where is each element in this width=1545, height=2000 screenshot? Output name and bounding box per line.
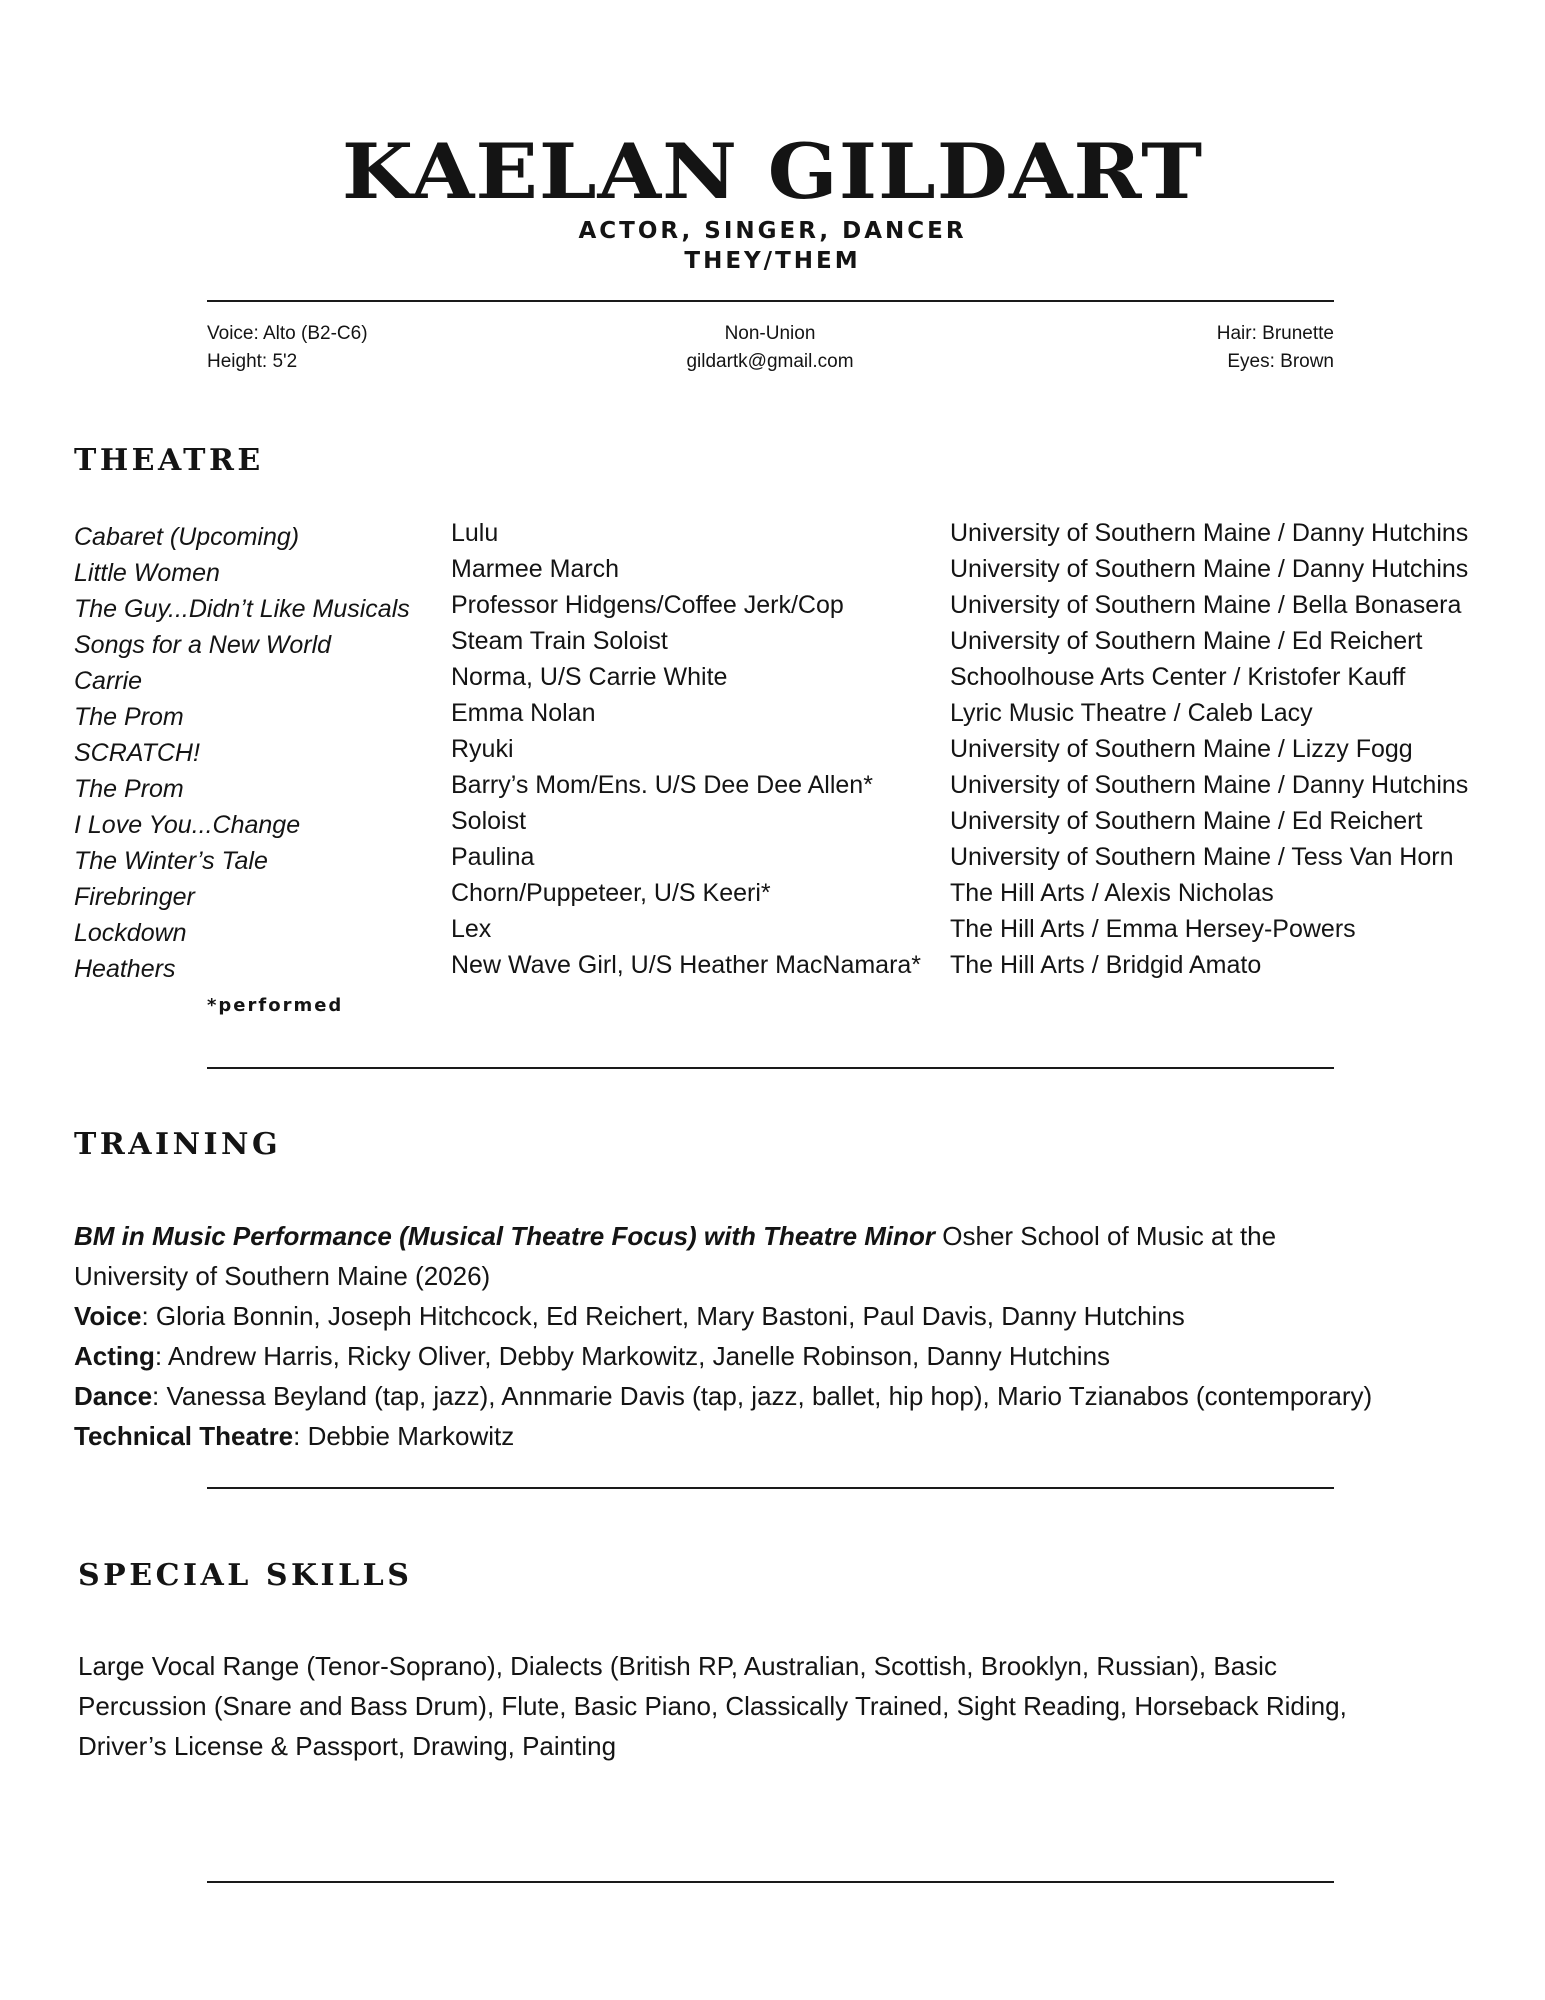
credit-role: Lulu — [451, 519, 499, 547]
header-divider — [207, 300, 1334, 302]
credit-venue: Lyric Music Theatre / Caleb Lacy — [950, 699, 1313, 727]
performer-name: KAELAN GILDART — [341, 127, 1204, 217]
credit-role: Soloist — [451, 807, 527, 835]
dance-label: Dance — [74, 1381, 153, 1411]
training-heading: TRAINING — [74, 1127, 282, 1162]
credit-show: Heathers — [74, 955, 176, 983]
theatre-divider — [207, 1067, 1334, 1069]
credit-show: The Prom — [74, 775, 184, 803]
credit-venue: The Hill Arts / Bridgid Amato — [950, 951, 1262, 979]
voice-teacher-list: : Gloria Bonnin, Joseph Hitchcock, Ed Reichert, Mary Bastoni, Paul Davis, Danny Hutchins — [141, 1301, 1185, 1331]
credit-venue: University of Southern Maine / Ed Reichert — [950, 627, 1423, 655]
union-status: Non-Union — [724, 323, 816, 344]
credit-venue: The Hill Arts / Alexis Nicholas — [950, 879, 1274, 907]
training-divider — [207, 1487, 1334, 1489]
email-address: gildartk@gmail.com — [686, 351, 854, 372]
credit-role: Steam Train Soloist — [451, 627, 668, 655]
eye-color: Eyes: Brown — [1227, 351, 1334, 372]
skills-heading: SPECIAL SKILLS — [78, 1558, 413, 1593]
credit-role: Lex — [451, 915, 492, 943]
credit-role: Norma, U/S Carrie White — [451, 663, 728, 691]
acting-label: Acting — [74, 1341, 155, 1371]
info-left — [207, 320, 368, 376]
dance-teacher-list: : Vanessa Beyland (tap, jazz), Annmarie Davis (tap, jazz, ballet, hip hop), Mario Tzianabos (contemporary) — [152, 1381, 1373, 1411]
skills-text: Large Vocal Range (Tenor-Soprano), Dialects (British RP, Australian, Scottish, Brooklyn, Russian), Basic Percussion (Snare and Bass Drum), Flute, Basic Piano, Classically Trained, Sight Reading, Horseback Riding, Driver’s License & Passport, Drawing, Painting — [78, 1651, 1347, 1761]
performer-pronouns: THEY/THEM — [684, 248, 861, 274]
credits-roles — [451, 515, 921, 983]
voice-range: Voice: Alto (B2-C6) — [207, 323, 368, 344]
credit-show: SCRATCH! — [74, 739, 200, 767]
acting-teacher-list: : Andrew Harris, Ricky Oliver, Debby Markowitz, Janelle Robinson, Danny Hutchins — [154, 1341, 1111, 1371]
credit-venue: Schoolhouse Arts Center / Kristofer Kauff — [950, 663, 1406, 691]
performed-footnote: *performed — [207, 995, 344, 1016]
degree-school: Osher School of Music at the University of Southern Maine (2026) — [74, 1221, 1277, 1291]
credit-role: Marmee March — [451, 555, 620, 583]
credit-venue: University of Southern Maine / Danny Hutchins — [950, 519, 1469, 547]
credit-show: Carrie — [74, 667, 143, 695]
info-center — [620, 320, 920, 376]
theatre-heading: THEATRE — [74, 443, 264, 478]
credits-venues — [950, 515, 1468, 983]
credit-venue: University of Southern Maine / Danny Hutchins — [950, 771, 1469, 799]
training-body — [74, 1216, 1374, 1456]
credit-venue: University of Southern Maine / Bella Bonasera — [950, 591, 1462, 619]
tech-teacher-list: : Debbie Markowitz — [293, 1421, 515, 1451]
degree-line — [74, 1216, 1374, 1296]
voice-teachers — [74, 1296, 1374, 1336]
voice-label: Voice — [74, 1301, 142, 1331]
credit-show: The Guy...Didn’t Like Musicals — [74, 595, 410, 623]
credit-show: The Prom — [74, 703, 184, 731]
credit-venue: University of Southern Maine / Danny Hutchins — [950, 555, 1469, 583]
credit-role: Ryuki — [451, 735, 514, 763]
performer-disciplines: ACTOR, SINGER, DANCER — [578, 218, 967, 244]
credit-role: Professor Hidgens/Coffee Jerk/Cop — [451, 591, 844, 619]
tech-label: Technical Theatre — [74, 1421, 294, 1451]
hair-color: Hair: Brunette — [1216, 323, 1334, 344]
credit-show: I Love You...Change — [74, 811, 301, 839]
credit-role: Paulina — [451, 843, 535, 871]
footer-divider — [207, 1881, 1334, 1883]
credit-show: Lockdown — [74, 919, 187, 947]
acting-teachers — [74, 1336, 1374, 1376]
degree-title: BM in Music Performance (Musical Theatre Focus) with Theatre Minor — [74, 1221, 936, 1251]
credit-venue: The Hill Arts / Emma Hersey-Powers — [950, 915, 1356, 943]
credit-show: Firebringer — [74, 883, 195, 911]
info-right — [1034, 320, 1334, 376]
height: Height: 5'2 — [207, 351, 298, 372]
credit-venue: University of Southern Maine / Lizzy Fogg — [950, 735, 1413, 763]
credit-role: Emma Nolan — [451, 699, 596, 727]
tech-teachers — [74, 1416, 1374, 1456]
credits-shows — [74, 519, 410, 987]
credit-show: Cabaret (Upcoming) — [74, 523, 300, 551]
credit-show: The Winter’s Tale — [74, 847, 268, 875]
credit-role: Barry’s Mom/Ens. U/S Dee Dee Allen* — [451, 771, 873, 799]
credit-role: Chorn/Puppeteer, U/S Keeri* — [451, 879, 771, 907]
credit-show: Little Women — [74, 559, 220, 587]
credit-venue: University of Southern Maine / Tess Van Horn — [950, 843, 1454, 871]
credit-venue: University of Southern Maine / Ed Reichert — [950, 807, 1423, 835]
credit-role: New Wave Girl, U/S Heather MacNamara* — [451, 951, 922, 979]
credit-show: Songs for a New World — [74, 631, 332, 659]
dance-teachers — [74, 1376, 1374, 1416]
